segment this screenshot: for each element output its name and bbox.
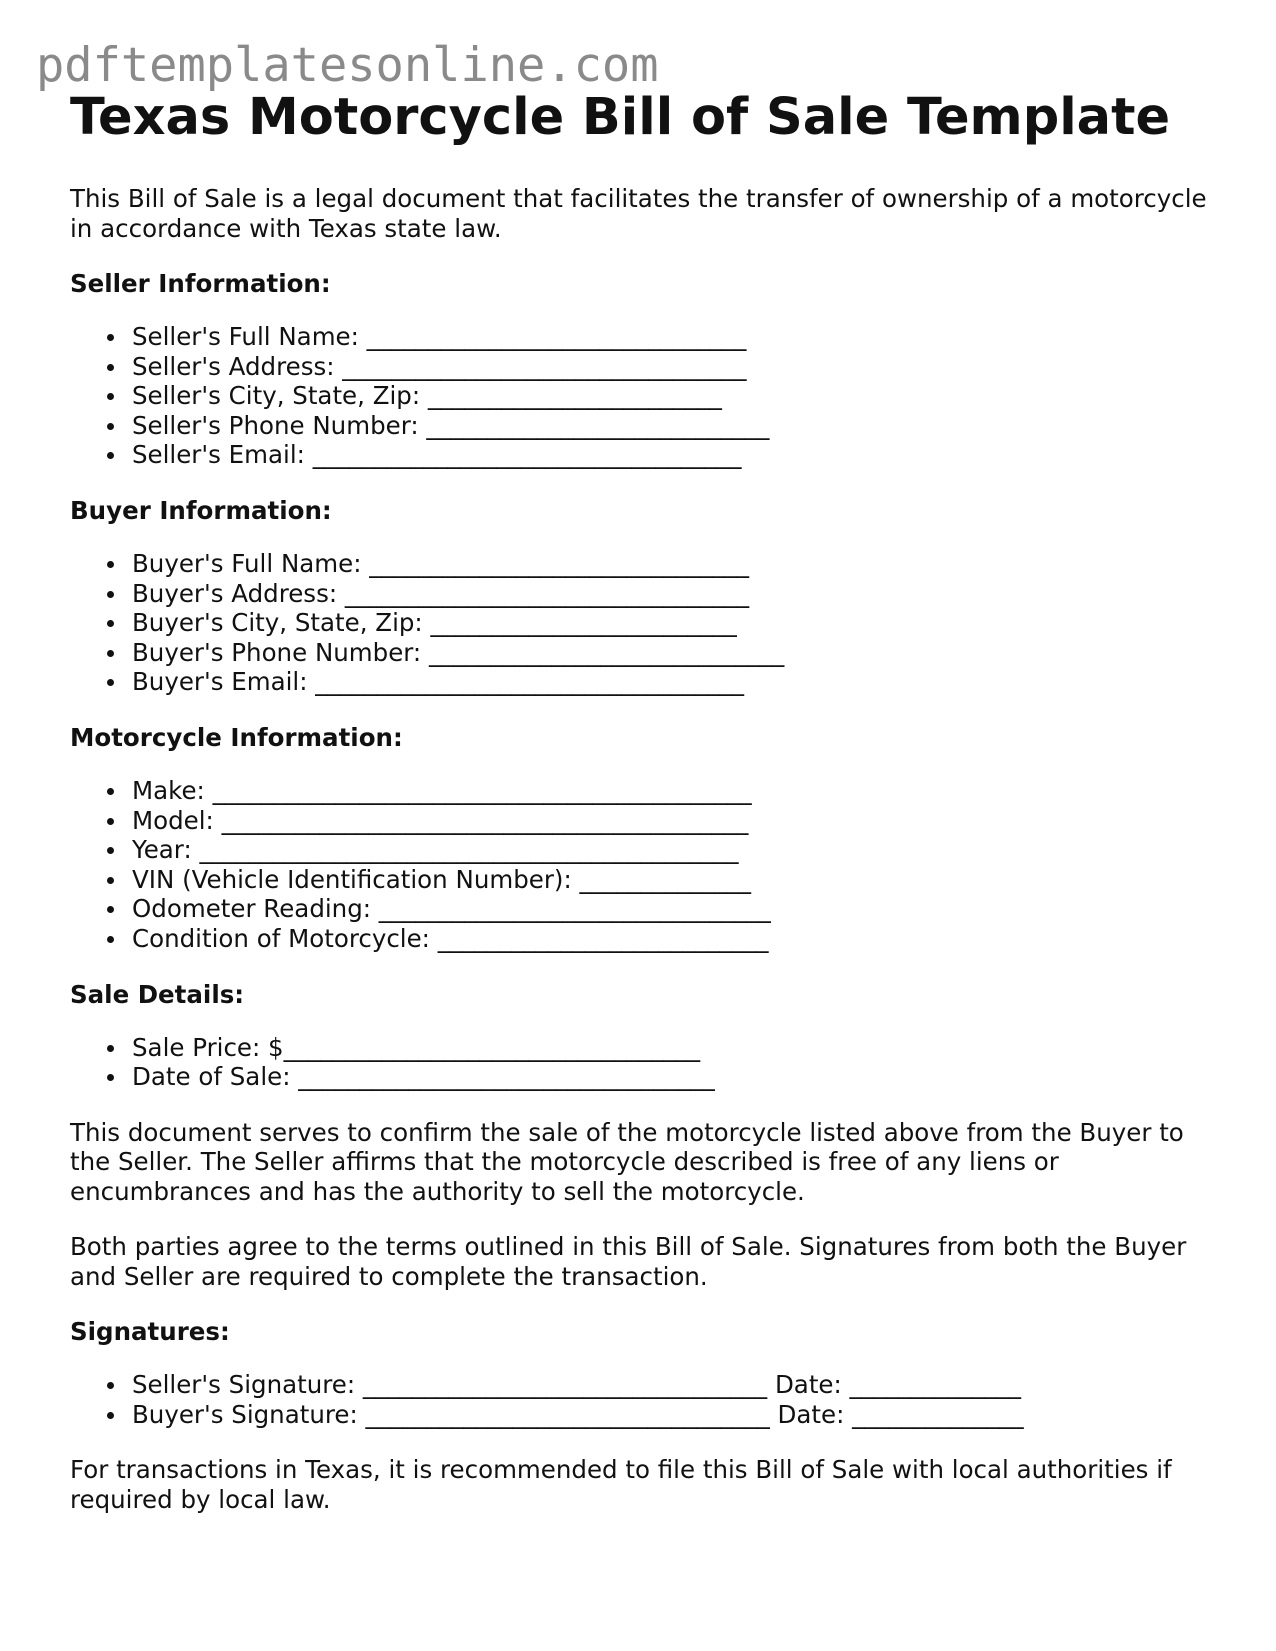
buyer-full-name-field[interactable]: Buyer's Full Name: _______________________________ bbox=[132, 549, 1220, 579]
sale-date-field[interactable]: Date of Sale: __________________________________ bbox=[132, 1062, 1220, 1092]
buyer-phone-field[interactable]: Buyer's Phone Number: _____________________________ bbox=[132, 638, 1220, 668]
buyer-signature-field[interactable]: Buyer's Signature: _________________________________ Date: ______________ bbox=[132, 1400, 1220, 1430]
signatures-heading: Signatures: bbox=[70, 1317, 230, 1347]
seller-heading: Seller Information: bbox=[70, 269, 331, 298]
seller-full-name-field[interactable]: Seller's Full Name: _______________________________ bbox=[132, 322, 1220, 352]
seller-city-state-zip-field[interactable]: Seller's City, State, Zip: ________________________ bbox=[132, 381, 1220, 411]
sale-list bbox=[70, 1033, 1220, 1092]
buyer-address-field[interactable]: Buyer's Address: _________________________________ bbox=[132, 579, 1220, 609]
document-body bbox=[70, 88, 1220, 1514]
buyer-list bbox=[70, 549, 1220, 697]
model-field[interactable]: Model: ___________________________________________ bbox=[132, 806, 1220, 836]
watermark-text: pdftemplatesonline.com bbox=[36, 38, 659, 93]
seller-list bbox=[70, 322, 1220, 470]
seller-address-field[interactable]: Seller's Address: _________________________________ bbox=[132, 352, 1220, 382]
buyer-email-field[interactable]: Buyer's Email: ___________________________________ bbox=[132, 667, 1220, 697]
agree-paragraph: Both parties agree to the terms outlined in this Bill of Sale. Signatures from both the Buyer and Seller are required to complete the transaction. bbox=[70, 1232, 1187, 1291]
page-title: Texas Motorcycle Bill of Sale Template bbox=[70, 88, 1171, 147]
odometer-field[interactable]: Odometer Reading: ________________________________ bbox=[132, 894, 1220, 924]
sale-heading: Sale Details: bbox=[70, 979, 245, 1009]
intro-paragraph: This Bill of Sale is a legal document that facilitates the transfer of ownership of a motorcycle in accordance with Texas state law. bbox=[70, 184, 1207, 243]
seller-signature-field[interactable]: Seller's Signature: _________________________________ Date: ______________ bbox=[132, 1370, 1220, 1400]
make-field[interactable]: Make: ____________________________________________ bbox=[132, 776, 1220, 806]
signatures-list bbox=[70, 1370, 1220, 1429]
buyer-heading: Buyer Information: bbox=[70, 495, 332, 525]
motorcycle-list bbox=[70, 776, 1220, 954]
confirm-paragraph: This document serves to confirm the sale of the motorcycle listed above from the Buyer to the Seller. The Seller affirms that the motorcycle described is free of any liens or encumbrances and has the authority to sell the motorcycle. bbox=[70, 1117, 1184, 1206]
seller-email-field[interactable]: Seller's Email: ___________________________________ bbox=[132, 440, 1220, 470]
sale-price-field[interactable]: Sale Price: $__________________________________ bbox=[132, 1033, 1220, 1063]
year-field[interactable]: Year: ____________________________________________ bbox=[132, 835, 1220, 865]
condition-field[interactable]: Condition of Motorcycle: ___________________________ bbox=[132, 924, 1220, 954]
closing-paragraph: For transactions in Texas, it is recommended to file this Bill of Sale with local authorities if required by local law. bbox=[70, 1455, 1172, 1514]
seller-phone-field[interactable]: Seller's Phone Number: ____________________________ bbox=[132, 411, 1220, 441]
motorcycle-heading: Motorcycle Information: bbox=[70, 722, 403, 752]
vin-field[interactable]: VIN (Vehicle Identification Number): ______________ bbox=[132, 865, 1220, 895]
buyer-city-state-zip-field[interactable]: Buyer's City, State, Zip: _________________________ bbox=[132, 608, 1220, 638]
